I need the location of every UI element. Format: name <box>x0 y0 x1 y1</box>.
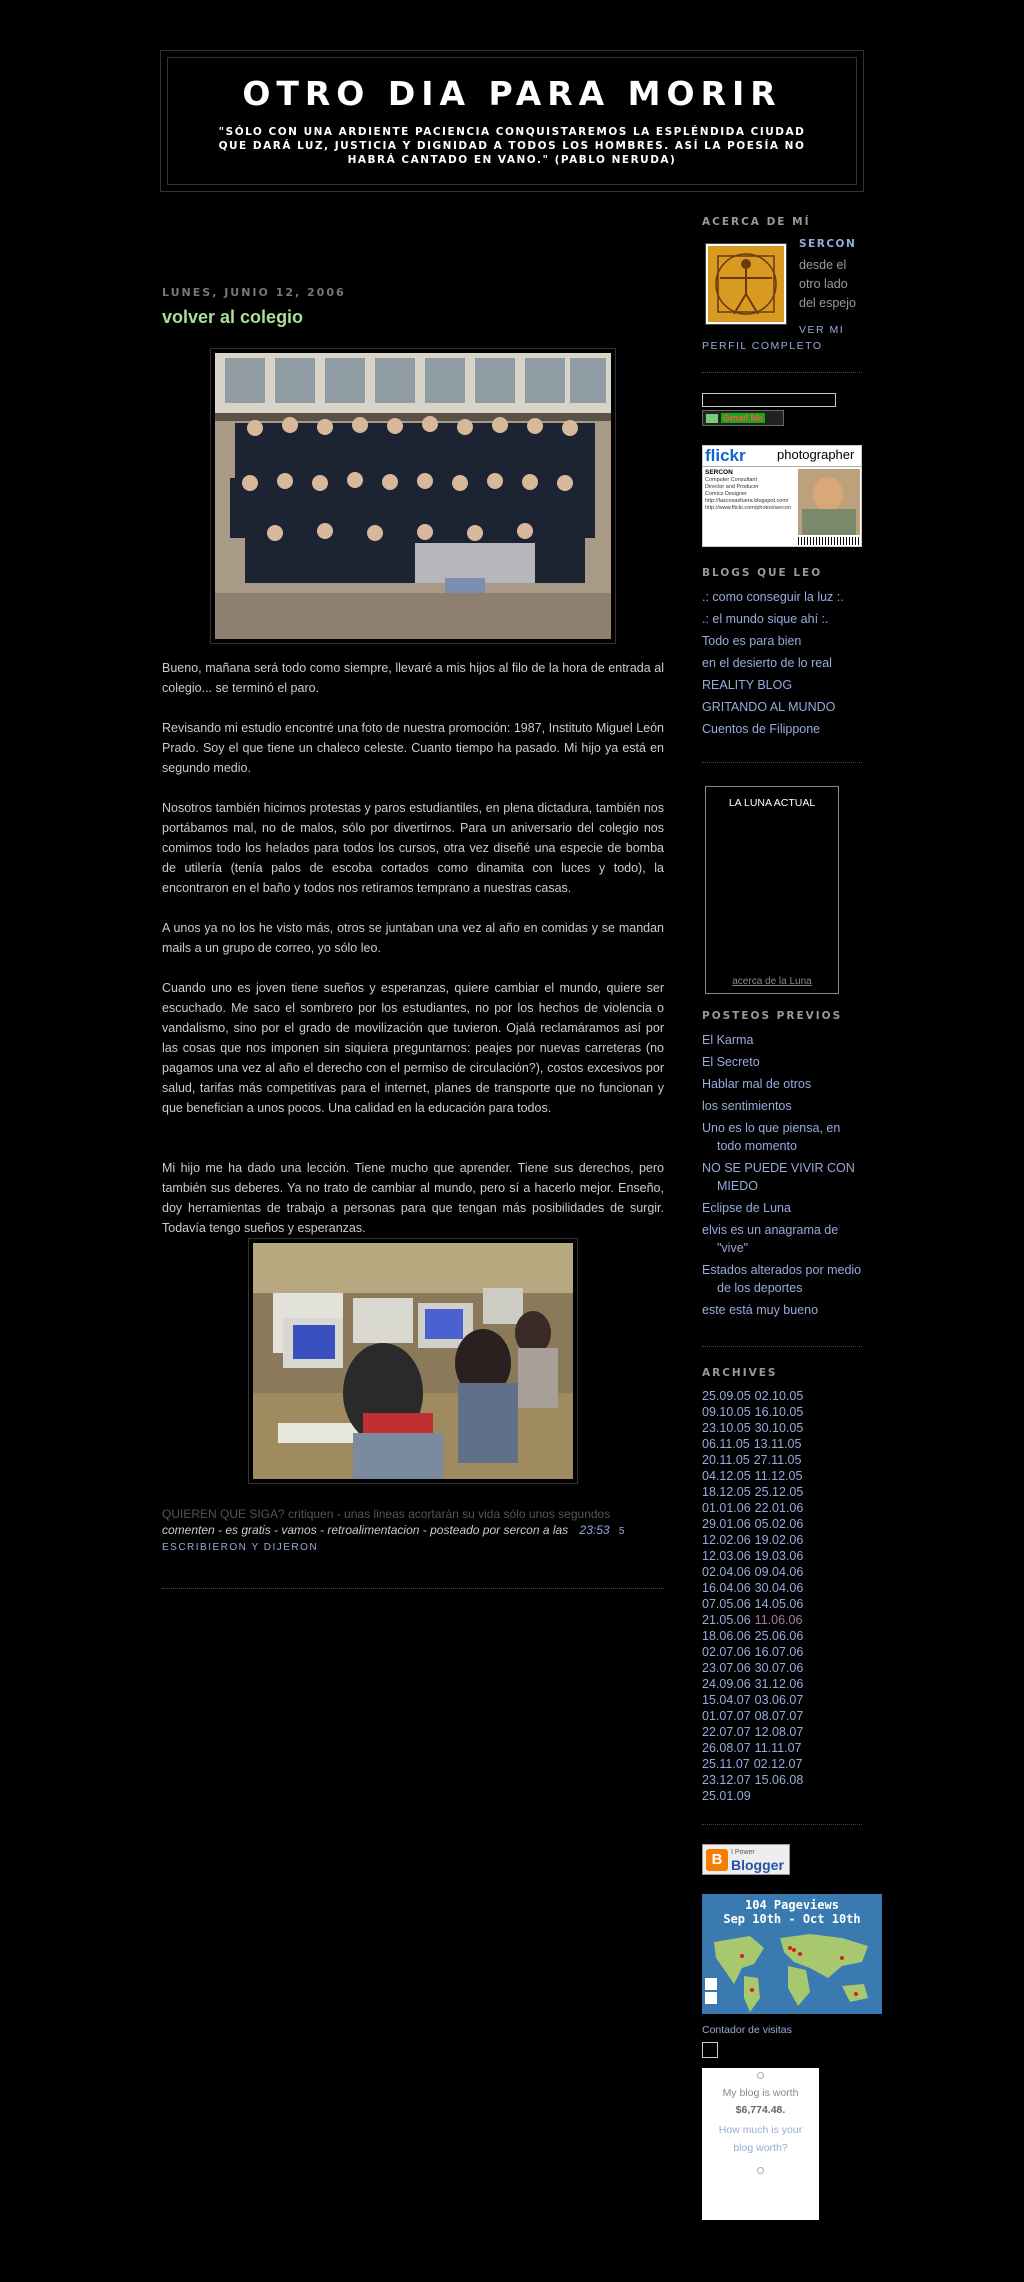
archive-link[interactable]: 18.06.06 <box>702 1629 751 1643</box>
blog-link[interactable]: Todo es para bien <box>702 634 802 648</box>
archive-row <box>702 1420 872 1436</box>
moon-widget <box>705 786 839 994</box>
archive-row <box>702 1452 872 1468</box>
flickr-photo <box>798 469 860 535</box>
archive-link[interactable]: 22.01.06 <box>754 1501 804 1515</box>
archive-link[interactable]: 13.11.05 <box>753 1437 802 1451</box>
blog-description: "SÓLO CON UNA ARDIENTE PACIENCIA CONQUISTAREMOS LA ESPLÉNDIDA CIUDAD QUE DARÁ LUZ, JUSTICIA Y DIGNIDAD A TODOS LOS HOMBRES. ASÍ LA POESÍA NO HABRÁ CANTADO EN VANO." (PABLO NERUDA) <box>218 126 806 166</box>
archive-link[interactable]: 23.12.07 <box>702 1773 751 1787</box>
archive-link[interactable]: 03.06.07 <box>754 1693 804 1707</box>
archive-link[interactable]: 24.09.06 <box>702 1677 751 1691</box>
blogger-icon: B <box>706 1849 728 1871</box>
archive-link[interactable]: 29.01.06 <box>702 1517 751 1531</box>
archive-link[interactable]: 25.06.06 <box>754 1629 804 1643</box>
archive-link[interactable]: 19.03.06 <box>754 1549 804 1563</box>
archive-row <box>702 1596 872 1612</box>
archive-link[interactable]: 12.03.06 <box>702 1549 751 1563</box>
profile-full-link[interactable]: VER MI PERFIL COMPLETO <box>702 324 845 352</box>
gmail-button[interactable] <box>702 410 784 426</box>
archive-link[interactable]: 23.10.05 <box>702 1421 751 1435</box>
archive-link[interactable]: 30.10.05 <box>754 1421 804 1435</box>
about-title: ACERCA DE MÍ <box>702 216 811 228</box>
archive-link[interactable]: 04.12.05 <box>702 1469 751 1483</box>
comments-link[interactable]: ESCRIBIERON Y DIJERON <box>162 1542 319 1553</box>
worth-decor-icon <box>757 2072 764 2079</box>
flickr-barcode <box>798 537 860 545</box>
archive-link[interactable]: 02.07.06 <box>702 1645 751 1659</box>
archive-link[interactable]: 14.05.06 <box>754 1597 804 1611</box>
archive-row <box>702 1724 872 1740</box>
blog-link[interactable]: en el desierto de lo real <box>702 656 832 670</box>
archive-row <box>702 1676 872 1692</box>
archive-row <box>702 1756 872 1772</box>
flickr-badge[interactable] <box>702 445 862 547</box>
archive-link[interactable]: 16.04.06 <box>702 1581 751 1595</box>
blogger-text <box>731 1848 784 1872</box>
blog-link[interactable]: Cuentos de Filippone <box>702 722 821 736</box>
envelope-icon <box>706 414 718 423</box>
archive-link[interactable]: 16.07.06 <box>754 1645 804 1659</box>
archive-row <box>702 1660 872 1676</box>
archive-link[interactable]: 05.02.06 <box>754 1517 804 1531</box>
flickr-line: http://lascosasfuera.blogspot.com/ <box>705 498 789 504</box>
post-time-link[interactable]: 23:53 <box>579 1523 610 1537</box>
archive-link[interactable]: 01.01.06 <box>702 1501 751 1515</box>
flickr-photographer: photographer <box>777 447 855 462</box>
archive-row <box>702 1788 872 1804</box>
lab-photo-illustration <box>253 1243 573 1479</box>
archive-link[interactable]: 02.12.07 <box>753 1757 803 1771</box>
prev-post-link[interactable]: Hablar mal de otros <box>702 1077 812 1091</box>
archive-link[interactable]: 11.11.07 <box>754 1741 802 1755</box>
archive-link[interactable]: 06.11.05 <box>702 1437 750 1451</box>
archive-row <box>702 1436 872 1452</box>
worth-value: $6,774.48. <box>735 2104 786 2116</box>
vitruvian-man-icon <box>708 246 784 322</box>
prev-post-link[interactable]: Estados alterados por medio de los deportes <box>702 1263 862 1295</box>
pageviews-count: 104 Pageviews <box>745 1898 839 1912</box>
worth-line: My blog is worth <box>722 2087 799 2099</box>
blog-link[interactable]: REALITY BLOG <box>702 678 793 692</box>
archive-link[interactable]: 23.07.06 <box>702 1661 751 1675</box>
archive-link[interactable]: 09.04.06 <box>754 1565 804 1579</box>
worth-link[interactable]: How much is your blog worth? <box>718 2124 803 2154</box>
pageviews-range: Sep 10th - Oct 10th <box>723 1912 861 1926</box>
prev-post-link[interactable]: Uno es lo que piensa, en todo momento <box>702 1121 841 1153</box>
prev-post-link[interactable]: Eclipse de Luna <box>702 1201 791 1215</box>
archive-row <box>702 1516 872 1532</box>
archive-row <box>702 1628 872 1644</box>
prev-posts-list <box>702 1031 862 1323</box>
archive-link[interactable]: 19.02.06 <box>754 1533 804 1547</box>
worth-decor-icon <box>757 2167 764 2174</box>
sidebar-separator <box>702 372 862 373</box>
archive-link[interactable]: 02.04.06 <box>702 1565 751 1579</box>
comments-count-link[interactable]: 5 <box>618 1526 626 1537</box>
archive-row <box>702 1500 872 1516</box>
sidebar-separator <box>702 762 862 763</box>
flickr-line: Comics Designer <box>705 491 747 497</box>
archive-row <box>702 1484 872 1500</box>
post-title[interactable]: volver al colegio <box>162 307 304 327</box>
visit-counter <box>702 2042 718 2058</box>
archive-link[interactable]: 02.10.05 <box>754 1389 804 1403</box>
prev-post-link[interactable]: El Karma <box>702 1033 754 1047</box>
archive-link[interactable]: 30.07.06 <box>754 1661 804 1675</box>
archive-row <box>702 1708 872 1724</box>
archive-row <box>702 1548 872 1564</box>
gmail-label: Gmail Me <box>723 413 764 423</box>
flickr-info <box>705 477 793 512</box>
archive-link[interactable]: 16.10.05 <box>754 1405 804 1419</box>
post-paragraph: Mi hijo me ha dado una lección. Tiene mucho que aprender. Tiene sus derechos, pero también sus deberes. Ya no trato de cambiar al mundo, pero sí a hacerlo mejor. Enseño, doy herramientas de trabajo a personas para que tengan más posibilidades de surgir. Todavía tengo sueños y esperanzas. <box>162 1161 664 1235</box>
main-column <box>162 286 664 1553</box>
class-photo[interactable] <box>210 348 616 644</box>
archive-link[interactable]: 01.07.07 <box>702 1709 751 1723</box>
archive-link[interactable]: 25.12.05 <box>754 1485 804 1499</box>
sidebar-separator <box>702 1346 862 1347</box>
archive-row <box>702 1644 872 1660</box>
archive-link[interactable]: 09.10.05 <box>702 1405 751 1419</box>
archive-link[interactable]: 25.01.09 <box>702 1789 751 1803</box>
post-paragraph: Cuando uno es joven tiene sueños y esperanzas, quiere cambiar el mundo, quiere ser escuchado. Me saco el sombrero por los estudiantes, no por los hechos de violencia o vandalismo, sino por el grado de movilización que tuvieron. Ojalá reclamáramos así por las cosas que nos imponen sin siquiera preguntarnos: peajes por nuevas carreteras (no pagamos una vez al año el derecho con el permiso de circulación?), costos excesivos por salud, tarifas más competitivas para el internet, planes de transporte que no funcionan y que benefician a unos pocos. Una calidad en la educación para todos. <box>162 981 664 1115</box>
blogs-title: BLOGS QUE LEO <box>702 567 823 579</box>
archive-link[interactable]: 26.08.07 <box>702 1741 751 1755</box>
archives-list <box>702 1388 872 1804</box>
archive-link[interactable]: 12.02.06 <box>702 1533 751 1547</box>
archive-link[interactable]: 30.04.06 <box>754 1581 804 1595</box>
blog-worth-widget <box>702 2068 819 2220</box>
sidebar-separator <box>702 1824 862 1825</box>
archive-link-current[interactable]: 11.06.06 <box>754 1613 803 1627</box>
prev-post-link[interactable]: El Secreto <box>702 1055 760 1069</box>
class-photo-illustration <box>215 353 611 639</box>
archive-link[interactable]: 25.09.05 <box>702 1389 751 1403</box>
flickr-photo-body <box>802 509 856 535</box>
world-map-icon <box>702 1928 882 2014</box>
archive-link[interactable]: 21.05.06 <box>702 1613 751 1627</box>
profile-description: desde el otro lado del espejo <box>799 258 856 310</box>
archive-row <box>702 1740 872 1756</box>
archive-link[interactable]: 08.07.07 <box>754 1709 804 1723</box>
post-footer-line2-wrapper <box>162 1522 664 1540</box>
archive-link[interactable]: 15.06.08 <box>754 1773 804 1787</box>
archive-link[interactable]: 11.12.05 <box>754 1469 803 1483</box>
archive-link[interactable]: 25.11.07 <box>702 1757 750 1771</box>
flickr-line: Director and Producer <box>705 484 759 490</box>
archives-title: ARCHIVES <box>702 1367 778 1379</box>
archive-row <box>702 1564 872 1580</box>
archive-link[interactable]: 07.05.06 <box>702 1597 751 1611</box>
post-date: LUNES, JUNIO 12, 2006 <box>162 286 346 299</box>
blogger-badge[interactable] <box>702 1844 790 1875</box>
archive-row <box>702 1692 872 1708</box>
archive-link[interactable]: 20.11.05 <box>702 1453 750 1467</box>
prev-post-link[interactable]: este está muy bueno <box>702 1303 819 1317</box>
post-footer-line2: comenten - es gratis - vamos - retroalimentacion - posteado por sercon a las <box>162 1523 569 1537</box>
archive-row <box>702 1468 872 1484</box>
prev-posts-title: POSTEOS PREVIOS <box>702 1010 843 1022</box>
archive-row <box>702 1388 872 1404</box>
class-photo-image <box>215 353 611 639</box>
archive-link[interactable]: 22.07.07 <box>702 1725 751 1739</box>
archive-row <box>702 1772 872 1788</box>
flickr-name: SERCON <box>705 469 733 476</box>
archive-link[interactable]: 12.08.07 <box>754 1725 804 1739</box>
archive-row <box>702 1532 872 1548</box>
moon-title: LA LUNA ACTUAL <box>728 797 816 809</box>
archive-row <box>702 1404 872 1420</box>
post-paragraph: A unos ya no los he visto más, otros se juntaban una vez al año en comidas y se mandan mails a un grupo de correo, yo sólo leo. <box>162 921 664 955</box>
visit-counter-label[interactable]: Contador de visitas <box>702 2024 792 2036</box>
pageviews-map-widget[interactable] <box>702 1894 882 2014</box>
archive-link[interactable]: 31.12.06 <box>754 1677 804 1691</box>
archive-row <box>702 1612 872 1628</box>
blog-link[interactable]: GRITANDO AL MUNDO <box>702 700 836 714</box>
post-paragraph: Revisando mi estudio encontré una foto de nuestra promoción: 1987, Instituto Miguel León Prado. Soy el que tiene un chaleco celeste. Cuanto tiempo ha pasado. Mi hijo ya está en segundo medio. <box>162 721 664 775</box>
blogs-list <box>702 588 862 742</box>
flickr-photo-face <box>813 477 843 511</box>
blogger-small-label: I Power <box>731 1848 755 1856</box>
post-paragraph: Nosotros también hicimos protestas y paros estudiantiles, en plena dictadura, también nos portábamos mal, no de malos, sólo por divertirnos. Para un aniversario del colegio nos comimos todo los helados para todos los cursos, otra vez diseñé una especie de bomba de utilería (tenía palos de escoba cortados como dinamita con luces y todo), la encontraron en el baño y todos nos retiramos temprano a nuestras casas. <box>162 801 664 895</box>
lab-photo-image <box>253 1243 573 1479</box>
blog-header <box>160 50 864 192</box>
flickr-logo: flickr <box>705 446 746 465</box>
prev-post-link[interactable]: NO SE PUEDE VIVIR CON MIEDO <box>702 1161 855 1193</box>
post-footer-line1: QUIEREN QUE SIGA? critiquen - unas lineas acortarán su vida sólo unos segundos <box>162 1507 611 1521</box>
blog-title[interactable]: OTRO DIA PARA MORIR <box>242 74 782 113</box>
blog-link[interactable]: .: como conseguir la luz :. <box>702 590 844 604</box>
prev-post-link[interactable]: los sentimientos <box>702 1099 792 1113</box>
post-paragraph: Bueno, mañana será todo como siempre, llevaré a mis hijos al filo de la hora de entrada al colegio... se terminó el paro. <box>162 661 664 695</box>
post-footer <box>162 1506 664 1556</box>
flickr-line: Computer Consultant <box>705 477 757 483</box>
prev-post-link[interactable]: elvis es un anagrama de "vive" <box>702 1223 839 1255</box>
archive-link[interactable]: 15.04.07 <box>702 1693 751 1707</box>
profile-avatar[interactable] <box>705 243 787 325</box>
blog-link[interactable]: .: el mundo sique ahí :. <box>702 612 829 626</box>
blog-header-inner <box>167 57 857 185</box>
email-input[interactable] <box>702 393 836 407</box>
lab-photo[interactable] <box>248 1238 578 1484</box>
archive-link[interactable]: 27.11.05 <box>753 1453 802 1467</box>
archive-row <box>702 1580 872 1596</box>
moon-link[interactable]: acerca de la Luna <box>732 976 812 987</box>
flickr-line: http://www.flickr.com/photos/sercon <box>705 505 791 511</box>
flickr-divider <box>703 466 862 467</box>
profile-name[interactable]: SERCON <box>799 238 857 250</box>
blogger-big-label: Blogger <box>731 1856 784 1873</box>
archive-link[interactable]: 18.12.05 <box>702 1485 751 1499</box>
post-separator <box>162 1588 664 1589</box>
